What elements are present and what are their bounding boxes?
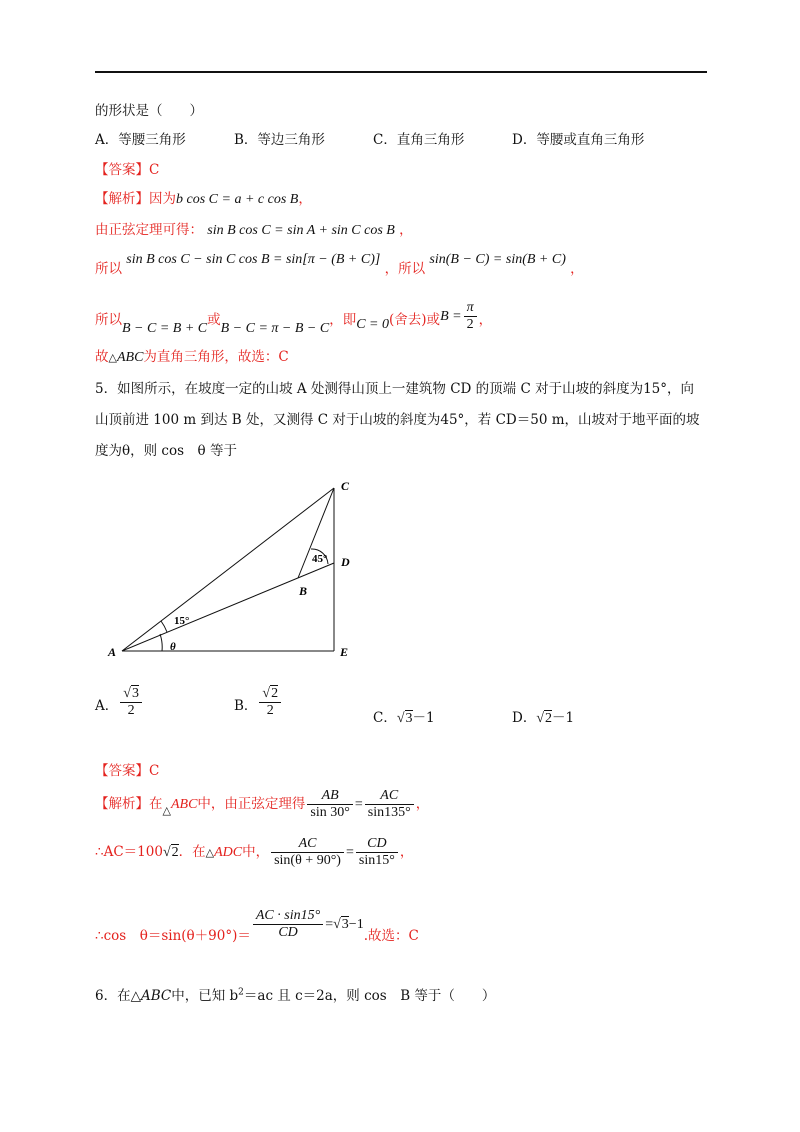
q5-option-d [512,706,574,727]
q5-analysis2-den2: sin15° [358,853,395,868]
q4-conclusion-tri: △ [108,351,117,364]
q5-analysis2 [95,836,413,869]
q5-option-a-den: 2 [127,703,135,718]
q5-analysis1-den1: sin 30° [310,805,350,820]
q5-option-c-label: C． [373,710,397,726]
q5-option-c [373,706,435,727]
q5-analysis2-num1: AC [271,836,344,853]
q6-tail: ＝ac 且 c＝2a，则 cos B 等于（ ） [243,988,496,1004]
label-b: B [299,584,308,598]
q5-analysis3-end: .故选：C [363,928,419,944]
q5-analysis3-den: CD [278,925,298,940]
q4-step3-eq2: B − C = π − B − C [220,321,330,336]
q6-sup: 2 [238,987,244,998]
q4-option-c: C．直角三角形 [373,132,465,148]
q4-step3-pi: π [464,300,477,317]
q5-stem-line1: 5．如图所示，在坡度一定的山坡 A 处测得山顶上一建筑物 CD 的顶端 C 对于山坡的斜度为15°，向 [95,381,694,397]
angle-theta-arc [160,634,162,651]
q4-step3 [95,300,493,336]
q4-step3-ji: ，即 [329,312,357,328]
q5-analysis2-frac1 [271,836,344,869]
header-rule [95,71,707,73]
q5-analysis1 [95,788,429,821]
angle-15-label: 15° [174,615,190,627]
q5-option-b-root: 2 [271,686,279,701]
equals-sign: = [345,845,354,860]
q4-step3-prefix: 所以 [95,312,122,328]
q4-step3-frac [464,300,477,333]
q5-analysis3-prefix: ∴cos θ＝sin(θ＋90°)＝ [95,928,251,944]
equals-sign: = [354,797,363,812]
angle-theta-label: θ [170,641,176,653]
q5-stem-line2: 山顶前进 100 m 到达 B 处，又测得 C 对于山坡的斜度为45°，若 CD＝50 m，山坡对于地平面的坡 [95,412,700,428]
q4-stem-tail: 的形状是（ ） [95,103,203,119]
q4-step3-comma: ， [478,312,493,328]
q4-conclusion-prefix: 故 [95,349,109,365]
q5-analysis1-abc: ABC [170,797,198,812]
q5-analysis2-root: 2 [171,845,179,860]
q5-analysis3-tail: −1 [348,917,364,932]
line-ad [122,563,334,651]
q4-step2-comma: ， [570,261,584,277]
q4-step3-eq1: B − C = B + C [122,321,208,336]
q5-analysis1-end: ， [415,796,430,812]
q5-analysis3-root: 3 [341,917,349,932]
q5-stem-line3: 度为θ，则 cos θ 等于 [95,443,237,459]
q5-answer: 【答案】C [95,763,160,779]
q4-answer: 【答案】C [95,162,160,178]
sqrt-sign: √ [536,711,545,726]
sqrt-sign: √ [333,917,341,932]
q4-analysis-eq: b cos C = a + c cos B [176,192,299,207]
q5-analysis1-frac2 [365,788,414,821]
q4-step2-eq: sin B cos C − sin C cos B = sin[π − (B + C)] [126,252,381,267]
q5-analysis3 [95,908,419,944]
q5-analysis3-eq: = [325,917,334,932]
q5-analysis2-frac2 [356,836,398,869]
q6-mid: 中，已知 b [171,988,239,1004]
q5-option-b-frac [259,686,281,719]
sqrt-sign: √ [262,686,271,701]
q4-step2-mid: ，所以 [384,261,426,277]
q4-step3-two: 2 [466,317,474,332]
q5-option-d-root: 2 [545,711,553,726]
q5-option-d-label: D． [512,710,537,726]
q6-stem [95,984,495,1004]
label-e: E [340,645,349,659]
q5-analysis2-prefix: ∴AC＝100 [95,844,163,860]
q5-analysis2-adc: ADC [214,845,243,860]
q5-option-a-label: A． [95,698,119,714]
angle-45-label: 45° [312,553,328,565]
q5-analysis2-end: ， [399,844,414,860]
q4-analysis-label: 【解析】因为 [95,191,176,207]
q5-option-a-root: 3 [131,686,139,701]
q5-analysis2-mid: ．在 [178,844,206,860]
q5-analysis1-tri: △ [162,804,171,817]
angle-15-arc [161,621,167,632]
q5-option-b-label: B． [234,698,258,714]
q5-analysis3-num: AC · sin15° [253,908,323,925]
q4-step1 [95,218,413,239]
q4-step2-eq2: sin(B − C) = sin(B + C) [429,252,566,267]
q5-option-b [234,686,283,719]
q5-analysis2-den1: sin(θ + 90°) [274,853,341,868]
q4-step1-text: 由正弦定理可得： [95,222,203,238]
q5-analysis1-frac1 [307,788,352,821]
q5-analysis2-num2: CD [356,836,398,853]
q5-analysis1-den2: sin135° [367,805,411,820]
q4-step1-comma: ， [399,222,413,238]
label-d: D [341,555,350,569]
q6-abc: ABC [140,988,172,1004]
q4-step1-eq: sin B cos C = sin A + sin C cos B [207,223,395,238]
q5-analysis1-num1: AB [307,788,352,805]
q4-step3-or: 或 [207,312,221,328]
q4-analysis-end: ， [298,191,312,207]
q4-analysis-line [95,187,312,208]
q5-analysis1-mid: 中，由正弦定理得 [197,796,306,812]
q5-option-a [95,686,144,719]
q4-option-b: B．等边三角形 [234,132,325,148]
line-ac [122,488,334,651]
q5-option-d-tail: －1 [552,710,575,726]
q5-option-b-den: 2 [266,703,274,718]
q5-option-a-frac [120,686,142,719]
q4-conclusion-abc: ABC [116,350,144,365]
q4-option-a: A．等腰三角形 [95,132,186,148]
sqrt-sign: √ [396,711,405,726]
q5-figure [100,470,370,665]
q5-analysis1-prefix: 【解析】在 [95,796,163,812]
q5-option-c-tail: －1 [412,710,435,726]
q4-step2 [95,247,584,277]
label-c: C [341,479,350,493]
q4-conclusion-text: 为直角三角形，故选：C [143,349,289,365]
q6-prefix: 6．在△ [95,988,141,1004]
label-a: A [108,645,117,659]
q5-analysis2-zhong: 中， [242,844,270,860]
q5-analysis1-num2: AC [365,788,414,805]
q5-option-c-root: 3 [405,711,413,726]
sqrt-sign: √ [123,686,131,701]
q4-step2-prefix: 所以 [95,261,122,277]
q4-step3-sheqv: (舍去)或 [389,312,441,328]
q4-option-d: D．等腰或直角三角形 [512,132,645,148]
q4-step3-eq3: C = 0 [356,317,390,332]
q4-step3-b: B = [440,309,462,324]
sqrt-sign: √ [162,845,171,860]
q5-analysis2-tri: △ [205,846,215,859]
q4-conclusion [95,345,289,366]
q5-analysis3-frac [253,908,323,941]
